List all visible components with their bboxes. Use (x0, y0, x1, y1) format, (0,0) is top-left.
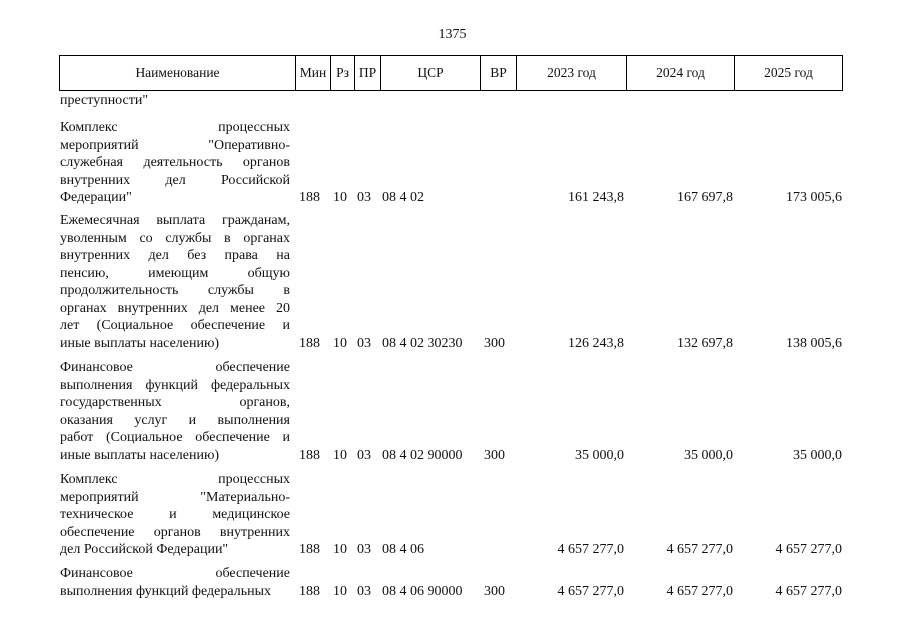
row-name-line: продолжительность службы в (60, 283, 290, 298)
cell-y2025: 4 657 277,0 (775, 583, 842, 599)
cell-pr: 03 (357, 542, 371, 557)
row-name (60, 359, 290, 464)
cell-y2025: 4 657 277,0 (775, 542, 842, 557)
cell-csr: 08 4 02 (382, 190, 424, 205)
row-name-line: иные выплаты населению) (60, 447, 220, 463)
row-name-line: пенсию, имеющим общую (60, 265, 290, 281)
cell-vr: 300 (484, 583, 505, 599)
cell-y2025: 35 000,0 (793, 447, 842, 463)
cell-pr: 03 (357, 190, 371, 205)
row-name-line: лет (Социальное обеспечение и (60, 318, 290, 333)
cell-min: 188 (299, 447, 320, 463)
header-2023: 2023 год (517, 56, 627, 90)
cell-y2025: 138 005,6 (786, 335, 842, 351)
cell-rz: 10 (333, 447, 347, 463)
header-2025: 2025 год (764, 65, 813, 80)
cell-y2023: 4 657 277,0 (557, 542, 624, 557)
cell-y2023: 4 657 277,0 (557, 583, 624, 599)
cell-rz: 10 (333, 335, 347, 351)
carryover-text (60, 92, 290, 110)
row-name-line: государственных органов, (60, 395, 290, 410)
row-name-line: мероприятий "Оперативно- (60, 137, 290, 153)
row-name (60, 471, 290, 559)
cell-csr: 08 4 02 30230 (382, 335, 463, 351)
cell-vr: 300 (484, 447, 505, 463)
table-header (59, 55, 843, 91)
row-name (60, 212, 290, 352)
cell-rz: 10 (333, 190, 347, 205)
cell-y2023: 35 000,0 (575, 447, 624, 463)
header-min: Мин (296, 56, 331, 90)
header-2024: 2024 год (627, 56, 735, 90)
row-name-line: обеспечение органов внутренних (60, 524, 290, 540)
row-name-line: органах внутренних дел менее 20 (60, 300, 290, 316)
cell-pr: 03 (357, 583, 371, 599)
row-name-line: Ежемесячная выплата гражданам, (60, 213, 290, 228)
cell-min: 188 (299, 542, 320, 557)
cell-csr: 08 4 02 90000 (382, 447, 463, 463)
cell-y2024: 167 697,8 (677, 190, 733, 205)
row-name-line: Комплекс процессных (60, 472, 290, 487)
row-name-line: Финансовое обеспечение (60, 566, 290, 581)
cell-y2024: 4 657 277,0 (666, 542, 733, 557)
row-name-line: Комплекс процессных (60, 120, 290, 135)
cell-y2023: 126 243,8 (568, 335, 624, 351)
cell-min: 188 (299, 583, 320, 599)
row-name-line: техническое и медицинское (60, 507, 290, 522)
cell-pr: 03 (357, 447, 371, 463)
cell-y2024: 35 000,0 (684, 447, 733, 463)
cell-rz: 10 (333, 583, 347, 599)
cell-y2025: 173 005,6 (786, 190, 842, 205)
row-name-line: мероприятий "Материально- (60, 489, 290, 505)
header-pr: ПР (355, 56, 381, 90)
row-name-line: работ (Социальное обеспечение и (60, 430, 290, 445)
cell-min: 188 (299, 335, 320, 351)
header-rz: Рз (331, 56, 355, 90)
row-name-line: служебная деятельность органов (60, 155, 290, 170)
cell-y2024: 132 697,8 (677, 335, 733, 351)
row-name-line: дел Российской Федерации" (60, 542, 229, 557)
row-name (60, 119, 290, 207)
cell-min: 188 (299, 190, 320, 205)
row-name-line: внутренних дел Российской (60, 172, 290, 188)
row-name-line: оказания услуг и выполнения (60, 412, 290, 428)
cell-csr: 08 4 06 (382, 542, 424, 557)
row-name-line: Федерации" (60, 190, 132, 205)
row-name-line: уволенным со службы в органах (60, 230, 290, 246)
header-name: Наименование (60, 56, 296, 90)
row-name-line: иные выплаты населению) (60, 335, 220, 351)
cell-vr: 300 (484, 335, 505, 351)
row-name-line: внутренних дел без права на (60, 248, 290, 263)
row-name (60, 565, 290, 600)
cell-rz: 10 (333, 542, 347, 557)
cell-y2023: 161 243,8 (568, 190, 624, 205)
header-csr: ЦСР (381, 56, 481, 90)
row-name-line: выполнения функций федеральных (60, 583, 271, 599)
cell-csr: 08 4 06 90000 (382, 583, 463, 599)
header-vr: ВР (481, 56, 517, 90)
page-number: 1375 (438, 27, 467, 42)
cell-pr: 03 (357, 335, 371, 351)
row-name-line: Финансовое обеспечение (60, 360, 290, 375)
row-name-line: выполнения функций федеральных (60, 377, 290, 393)
cell-y2024: 4 657 277,0 (666, 583, 733, 599)
carryover-line: преступности" (60, 93, 149, 108)
